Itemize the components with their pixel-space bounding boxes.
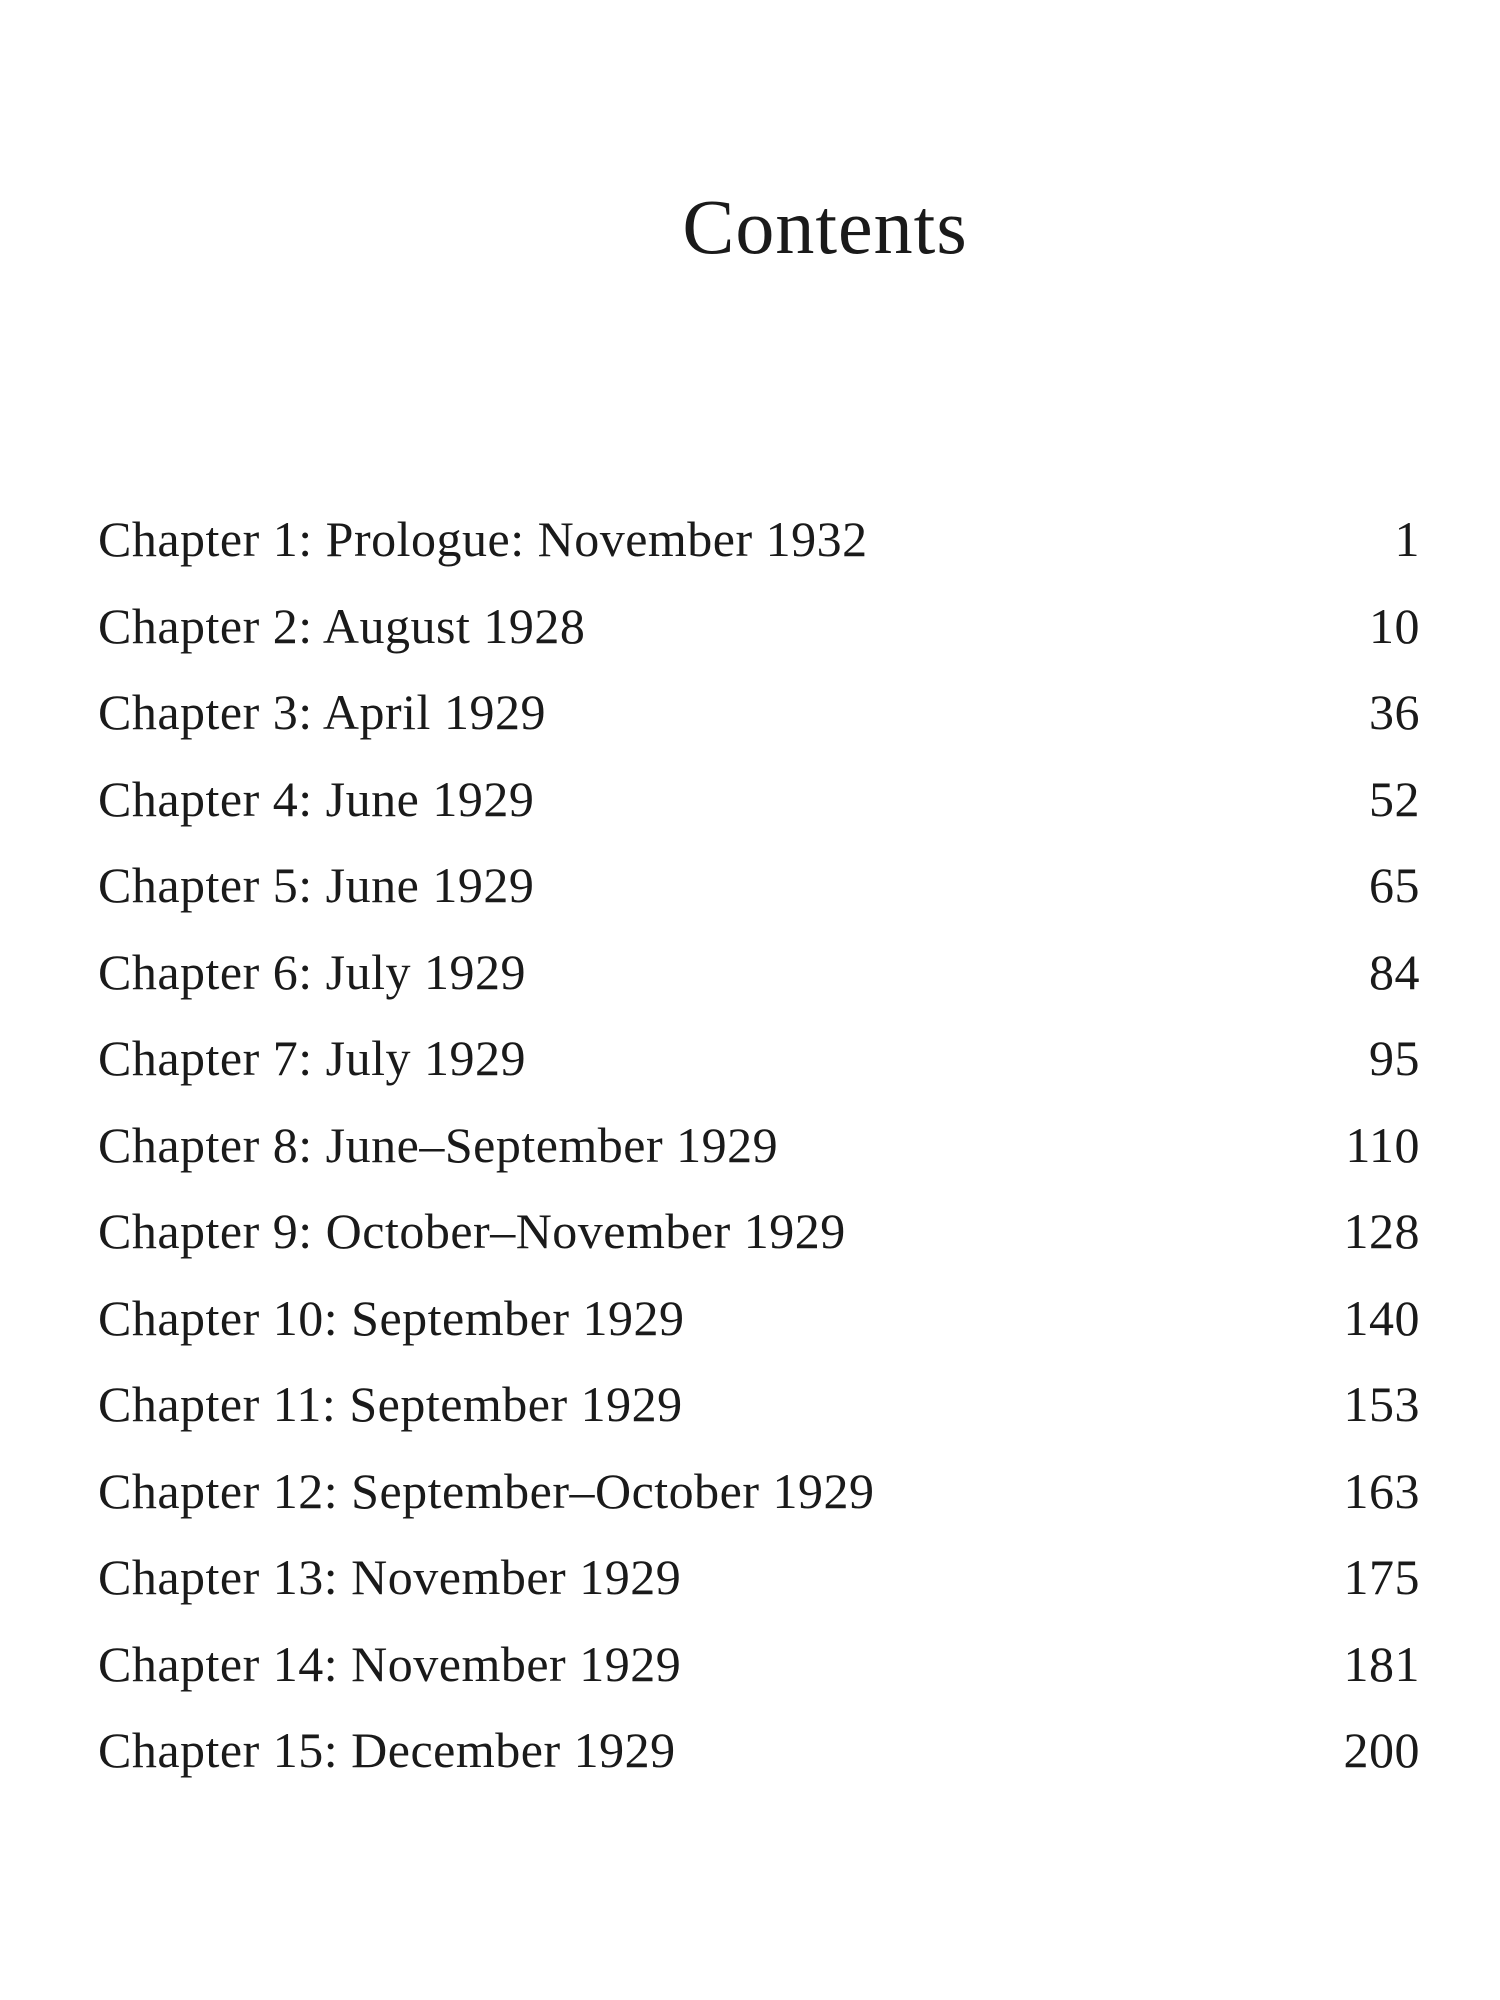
toc-entry[interactable] xyxy=(98,1721,1420,1808)
toc-entry[interactable] xyxy=(98,1635,1420,1722)
toc-entry-label: Chapter 5: June 1929 xyxy=(98,857,535,913)
toc-entry-page: 84 xyxy=(1369,943,1420,1000)
toc-entry-label: Chapter 14: November 1929 xyxy=(98,1635,682,1692)
toc-entry-label: Chapter 11: September 1929 xyxy=(98,1376,683,1432)
toc-entry[interactable] xyxy=(98,770,1420,857)
toc-entry-page: 181 xyxy=(1343,1635,1420,1692)
toc-entry-label: Chapter 4: June 1929 xyxy=(98,770,535,827)
toc-entry-page: 10 xyxy=(1369,597,1420,654)
toc-entry[interactable] xyxy=(98,856,1420,943)
toc-entry-label: Chapter 7: July 1929 xyxy=(98,1030,527,1086)
toc-entry[interactable] xyxy=(98,683,1420,770)
toc-entry[interactable] xyxy=(98,1289,1420,1376)
toc-entry[interactable] xyxy=(98,1116,1420,1203)
toc-entry[interactable] xyxy=(98,1462,1420,1549)
toc-entry[interactable] xyxy=(98,1375,1420,1462)
toc-entry-page: 36 xyxy=(1369,684,1420,740)
toc-entry-label: Chapter 15: December 1929 xyxy=(98,1722,676,1778)
toc-entry-page: 140 xyxy=(1343,1289,1420,1346)
toc-entry-page: 110 xyxy=(1345,1116,1420,1173)
toc-entry-label: Chapter 2: August 1928 xyxy=(98,597,586,654)
toc-entry-label: Chapter 13: November 1929 xyxy=(98,1549,682,1605)
toc-entry-page: 1 xyxy=(1394,511,1420,567)
toc-entry[interactable] xyxy=(98,943,1420,1030)
toc-entry-page: 128 xyxy=(1343,1203,1420,1259)
table-of-contents xyxy=(98,510,1420,1808)
toc-entry[interactable] xyxy=(98,1202,1420,1289)
toc-entry-label: Chapter 3: April 1929 xyxy=(98,684,546,740)
toc-entry-page: 65 xyxy=(1369,857,1420,913)
toc-entry-label: Chapter 9: October–November 1929 xyxy=(98,1203,846,1259)
page-title: Contents xyxy=(682,183,968,270)
toc-entry-page: 153 xyxy=(1343,1376,1420,1432)
toc-entry-page: 95 xyxy=(1369,1030,1420,1086)
toc-entry-label: Chapter 12: September–October 1929 xyxy=(98,1462,875,1519)
toc-entry-label: Chapter 10: September 1929 xyxy=(98,1289,685,1346)
toc-entry-label: Chapter 1: Prologue: November 1932 xyxy=(98,511,868,567)
toc-entry-label: Chapter 8: June–September 1929 xyxy=(98,1116,779,1173)
toc-entry-page: 52 xyxy=(1369,770,1420,827)
toc-entry-label: Chapter 6: July 1929 xyxy=(98,943,527,1000)
toc-entry-page: 163 xyxy=(1343,1462,1420,1519)
toc-entry[interactable] xyxy=(98,1029,1420,1116)
toc-entry[interactable] xyxy=(98,597,1420,684)
toc-entry-page: 200 xyxy=(1343,1722,1420,1778)
toc-entry[interactable] xyxy=(98,510,1420,597)
toc-entry-page: 175 xyxy=(1343,1549,1420,1605)
toc-entry[interactable] xyxy=(98,1548,1420,1635)
